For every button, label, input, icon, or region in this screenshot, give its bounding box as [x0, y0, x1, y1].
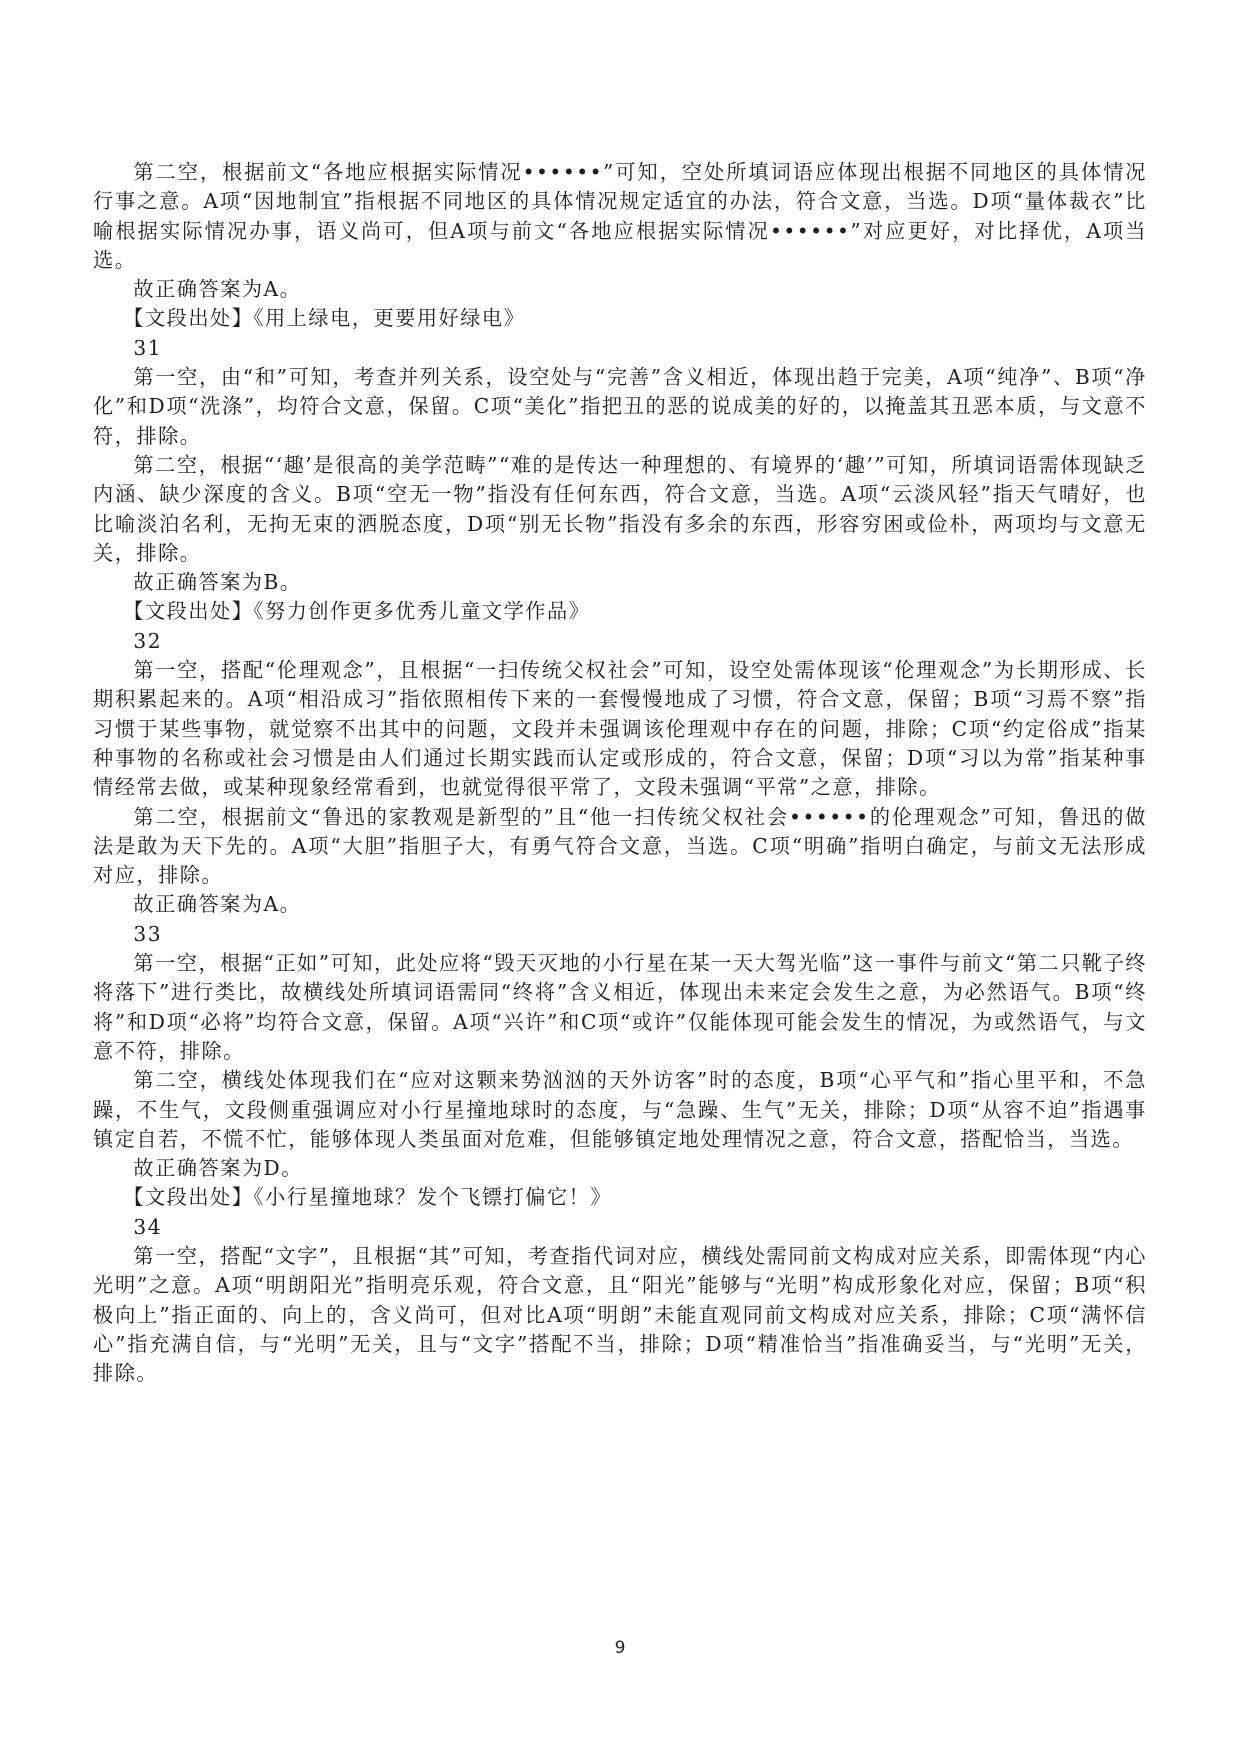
paragraph-q32-blank1: 第一空，搭配“伦理观念”，且根据“一扫传统父权社会”可知，设空处需体现该“伦理观念”为长期形成、长期积累起来的。A项“相沿成习”指依照相传下来的一套慢慢地成了习惯，符合文意，保留；B项“习焉不察”指习惯于某些事物，就觉察不出其中的问题，文段并未强调该伦理观中存在的问题，排除；C项“约定俗成”指某种事物的名称或社会习惯是由人们通过长期实践而认定或形成的，符合文意，保留；D项“习以为常”指某种事情经常去做，或某种现象经常看到，也就觉得很平常了，文段未强调“平常”之意，排除。	[93, 658, 1147, 800]
document-page	[93, 158, 1147, 1388]
question-number-34: 34	[133, 1214, 163, 1239]
answer-q31: 故正确答案为B。	[133, 570, 302, 595]
paragraph-q32-blank2: 第二空，根据前文“鲁迅的家教观是新型的”且“他一扫传统父权社会••••••的伦理观念”可知，鲁迅的做法是敢为天下先的。A项“大胆”指胆子大，有勇气符合文意，当选。C项“明确”指明白确定，与前文无法形成对应，排除。	[93, 804, 1147, 888]
question-number-32: 32	[133, 628, 163, 653]
paragraph-q30-blank2: 第二空，根据前文“各地应根据实际情况••••••”可知，空处所填词语应体现出根据不同地区的具体情况行事之意。A项“因地制宜”指根据不同地区的具体情况规定适宜的办法，符合文意，当选。D项“量体裁衣”比喻根据实际情况办事，语义尚可，但A项与前文“各地应根据实际情况••••••”对应更好，对比择优，A项当选。	[93, 160, 1147, 272]
question-number-31: 31	[133, 335, 163, 360]
answer-q33: 故正确答案为D。	[133, 1156, 303, 1181]
paragraph-q31-blank1: 第一空，由“和”可知，考查并列关系，设空处与“完善”含义相近，体现出趋于完美，A项“纯净”、B项“净化”和D项“洗涤”，均符合文意，保留。C项“美化”指把丑的恶的说成美的好的，以掩盖其丑恶本质，与文意不符，排除。	[93, 365, 1147, 448]
paragraph-q34-blank1: 第一空，搭配“文字”，且根据“其”可知，考查指代词对应，横线处需同前文构成对应关系，即需体现“内心光明”之意。A项“明朗阳光”指明亮乐观，符合文意，且“阳光”能够与“光明”构成形象化对应，保留；B项“积极向上”指正面的、向上的，含义尚可，但对比A项“明朗”未能直观同前文构成对应关系，排除；C项“满怀信心”指充满自信，与“光明”无关，且与“文字”搭配不当，排除；D项“精准恰当”指准确妥当，与“光明”无关，排除。	[93, 1243, 1147, 1386]
paragraph-q33-blank1: 第一空，根据“正如”可知，此处应将“毁天灭地的小行星在某一天大驾光临”这一事件与前文“第二只靴子终将落下”进行类比，故横线处所填词语需同“终将”含义相近，体现出未来定会发生之意，为必然语气。B项“终将”和D项“必将”均符合文意，保留。A项“兴许”和C项“或许”仅能体现可能会发生的情况，为或然语气，与文意不符，排除。	[93, 951, 1147, 1063]
question-number-33: 33	[133, 921, 163, 946]
source-q33: 【文段出处】《小行星撞地球？发个飞镖打偏它！》	[123, 1185, 613, 1210]
source-q30: 【文段出处】《用上绿电，更要用好绿电》	[123, 306, 526, 331]
paragraph-q33-blank2: 第二空，横线处体现我们在“应对这颗来势汹汹的天外访客”时的态度，B项“心平气和”指心里平和，不急躁，不生气，文段侧重强调应对小行星撞地球时的态度，与“急躁、生气”无关，排除；D项“从容不迫”指遇事镇定自若，不慌不忙，能够体现人类虽面对危难，但能够镇定地处理情况之意，符合文意，搭配恰当，当选。	[93, 1068, 1147, 1151]
page-number: 9	[614, 1638, 626, 1658]
answer-q32: 故正确答案为A。	[133, 892, 302, 917]
answer-q30: 故正确答案为A。	[133, 277, 302, 302]
source-q31: 【文段出处】《努力创作更多优秀儿童文学作品》	[123, 599, 591, 624]
paragraph-q31-blank2: 第二空，根据“‘趣’是很高的美学范畴”“难的是传达一种理想的、有境界的‘趣’”可知，所填词语需体现缺乏内涵、缺少深度的含义。B项“空无一物”指没有任何东西，符合文意，当选。A项“云淡风轻”指天气晴好，也比喻淡泊名利，无拘无束的洒脱态度，D项“别无长物”指没有多余的东西，形容穷困或俭朴，两项均与文意无关，排除。	[93, 452, 1147, 565]
